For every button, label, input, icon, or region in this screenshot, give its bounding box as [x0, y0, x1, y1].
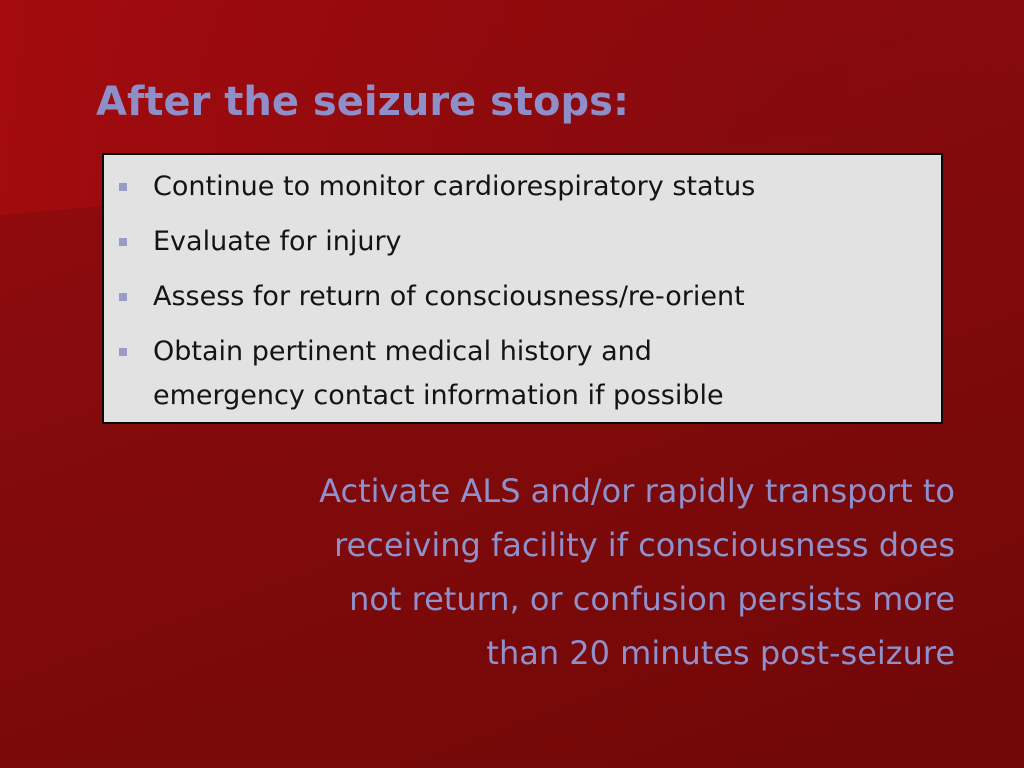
square-bullet-icon: [119, 348, 127, 356]
bullet-item: [116, 330, 929, 418]
square-bullet-icon: [119, 293, 127, 301]
bullet-text: Obtain pertinent medical history and emergency contact information if possible: [153, 336, 724, 411]
square-bullet-icon: [119, 183, 127, 191]
bullet-item: [116, 220, 929, 264]
bullet-box: [102, 153, 943, 424]
bullet-text: Assess for return of consciousness/re-orient: [153, 281, 745, 312]
bullet-list: [116, 165, 929, 418]
bullet-text: Continue to monitor cardiorespiratory status: [153, 171, 756, 202]
bullet-item: [116, 165, 929, 209]
bullet-text: Evaluate for injury: [153, 226, 402, 257]
bullet-item: [116, 275, 929, 319]
als-transport-note: Activate ALS and/or rapidly transport to receiving facility if consciousness does not return, or confusion persists more than 20 minutes post-seizure: [319, 472, 955, 672]
slide-title: After the seizure stops:: [96, 79, 629, 125]
square-bullet-icon: [119, 238, 127, 246]
